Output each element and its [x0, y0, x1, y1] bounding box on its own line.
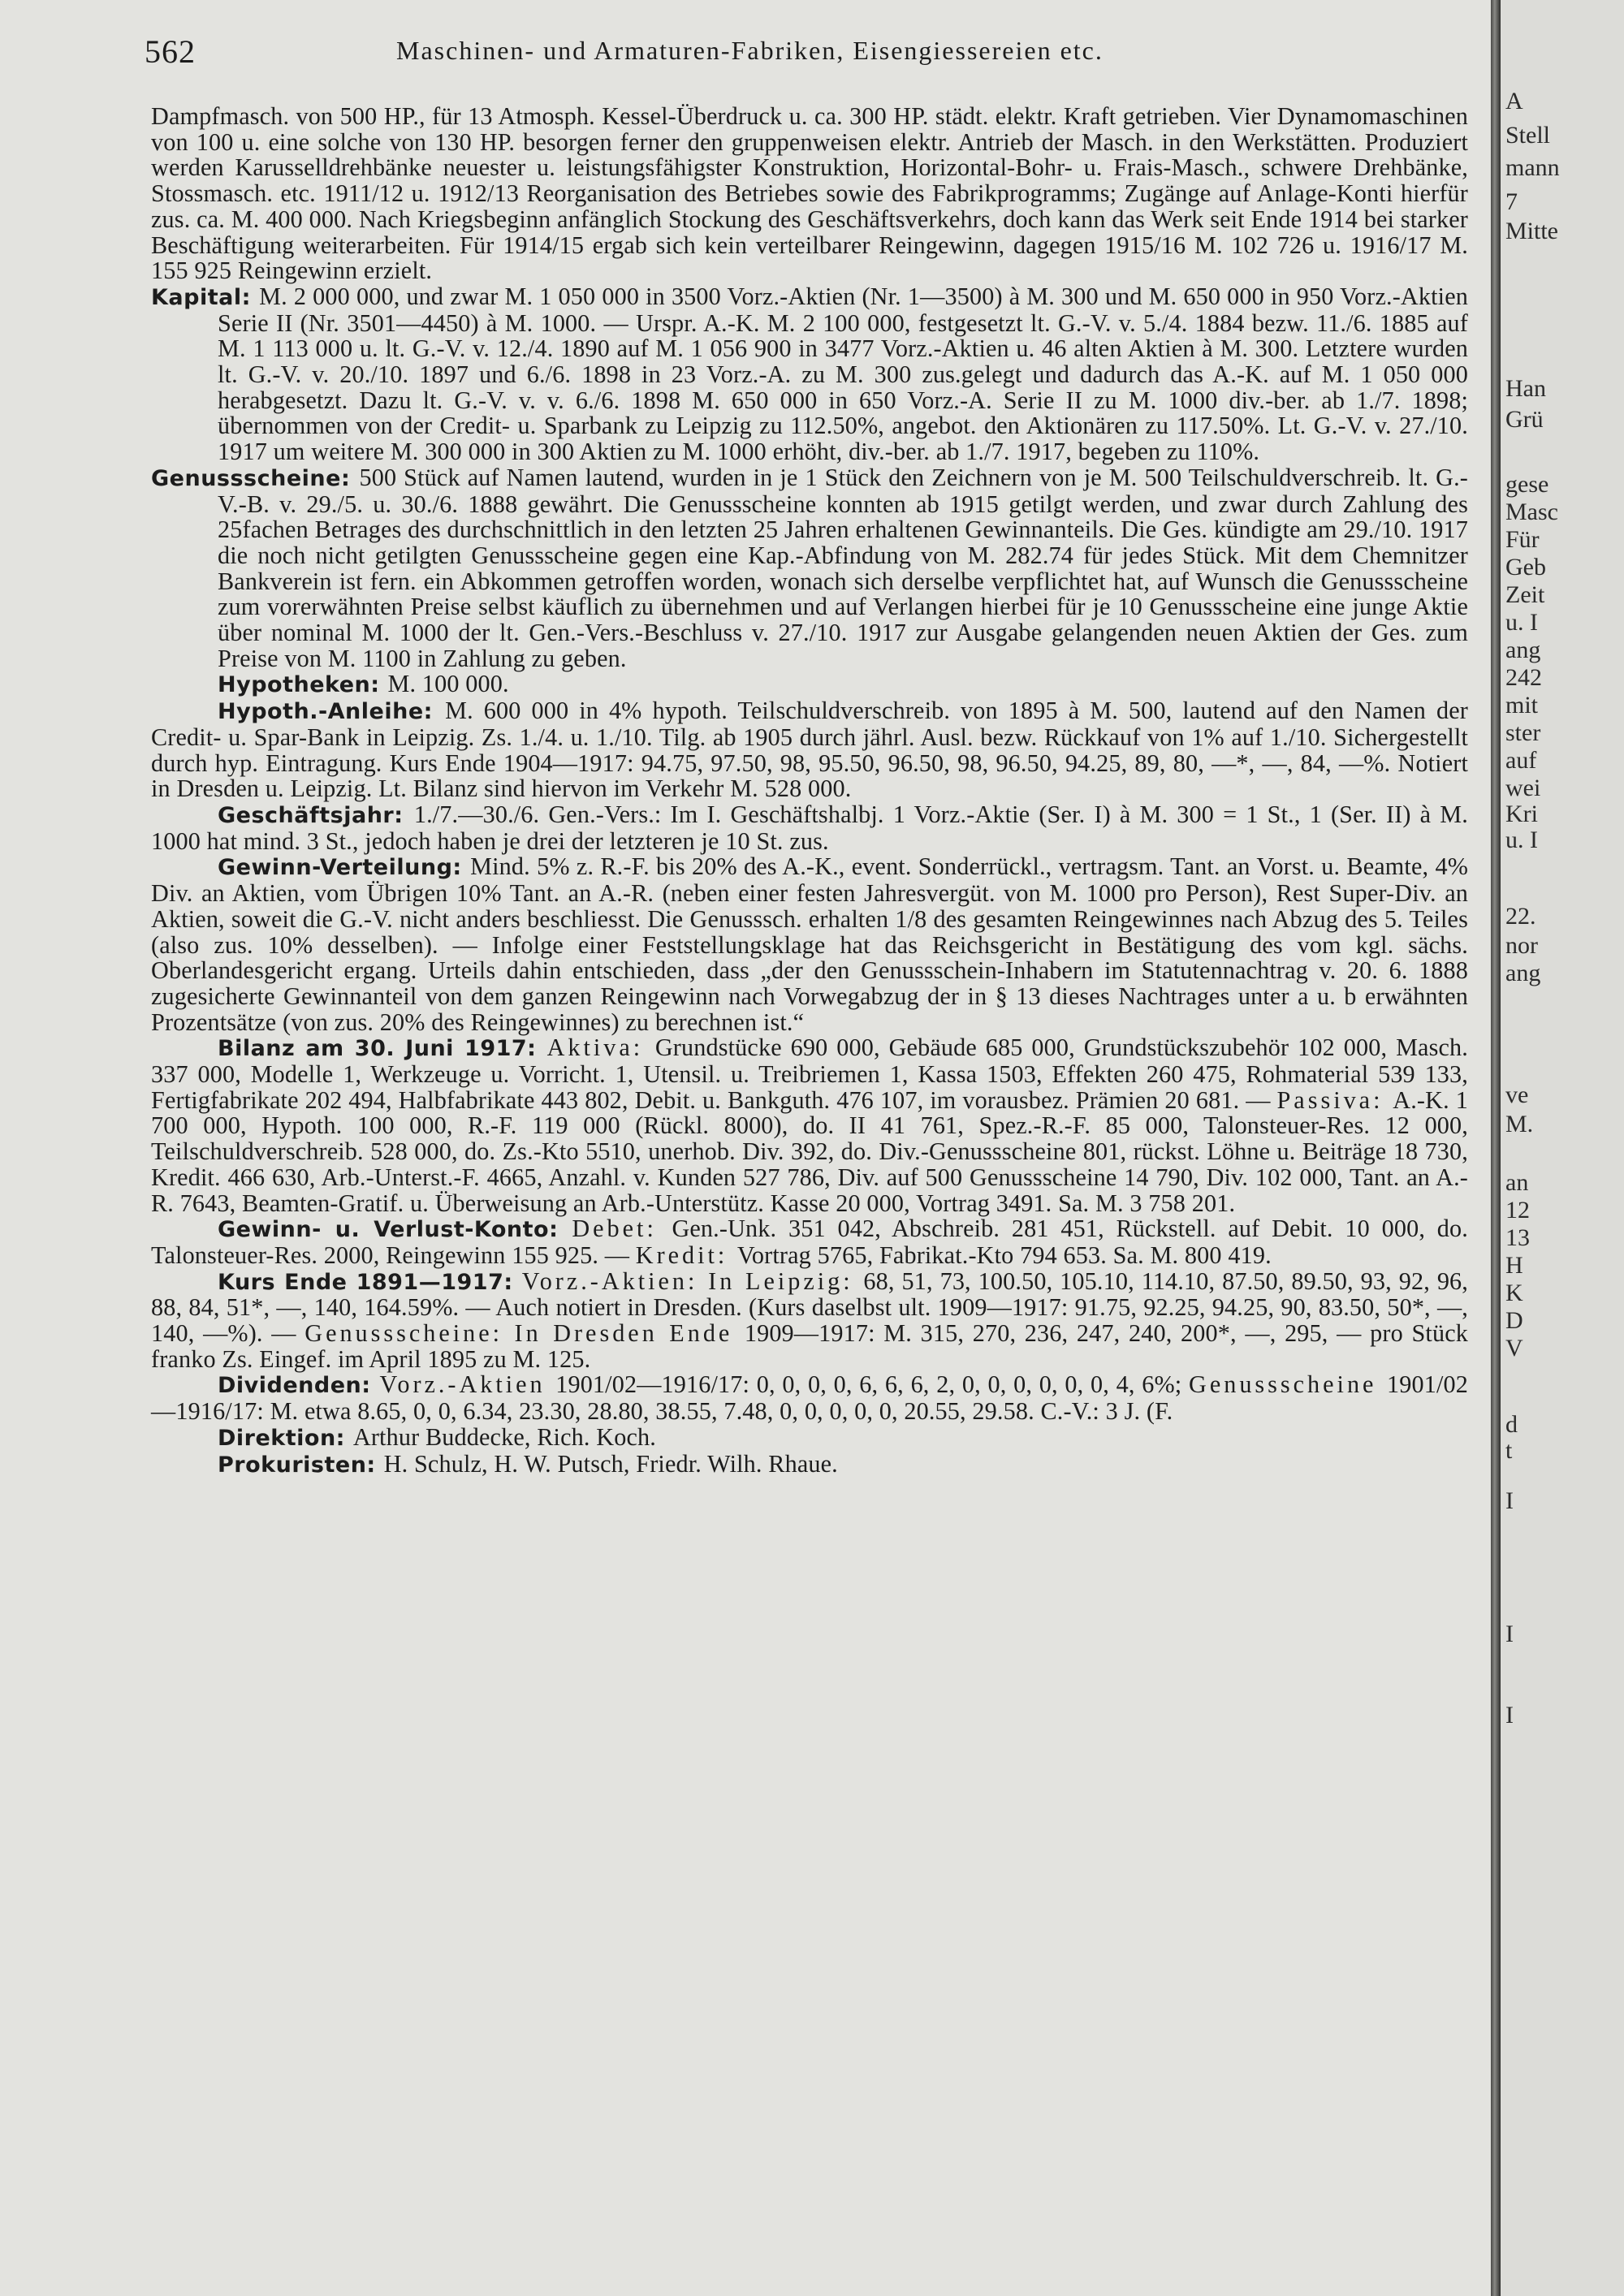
paragraph-text: Vortrag 5765, Fabrikat.-Kto 794 653. Sa. M. 800 419.: [736, 1241, 1272, 1269]
adjacent-page-fragment: Kri: [1505, 801, 1538, 827]
adjacent-page-fragment: 13: [1505, 1224, 1530, 1251]
section-keyword: Dividenden:: [218, 1373, 380, 1399]
paragraph: [151, 1269, 1468, 1373]
section-keyword: Geschäftsjahr:: [218, 802, 414, 828]
paragraph: [151, 465, 1468, 672]
paragraph-text: 1901/02—1916/17: M. etwa 8.65, 0, 0, 6.34, 23.30, 28.80, 38.55, 7.48, 0, 0, 0, 0, 0, 20.55, 29.58. C.-V.: 3 J. (F.: [151, 1370, 1468, 1426]
paragraph-text: Dampfmasch. von 500 HP., für 13 Atmosph. Kessel-Überdruck u. ca. 300 HP. städt. elektr. Kraft getrieben. Vier Dynamomaschinen von 100 u. eine solche von 130 HP. besorgen ferner den gruppenweisen elektr. Antrieb der Masch. in den Werkstätten. Produziert werden Karusselldrehbänke neuester u. leistungsfähigster Konstruktion, Horizontal-Bohr- u. Frais-Masch., schwere Drehbänke, Stossmasch. etc. 1911/12 u. 1912/13 Reorganisation des Betriebes sowie des Fabrikprogramms; Zugänge auf Anlage-Konti hierfür zus. ca. M. 400 000. Nach Kriegsbeginn anfänglich Stockung des Geschäftsverkehrs, doch kann das Werk seit Ende 1914 bei starker Beschäftigung weiterarbeiten. Für 1914/15 ergab sich kein verteilbarer Reingewinn, dagegen 1915/16 M. 102 726 u. 1916/17 M. 155 925 Reingewinn erzielt.: [151, 102, 1468, 285]
adjacent-page-fragment: A: [1505, 88, 1523, 114]
section-keyword: Prokuristen:: [218, 1452, 384, 1478]
document-body: [151, 104, 1468, 1478]
adjacent-page-fragment: I: [1505, 1621, 1514, 1647]
page-number: 562: [145, 33, 196, 70]
paragraph: [151, 802, 1468, 854]
section-keyword: Bilanz am 30. Juni 1917:: [218, 1036, 547, 1062]
paragraph: [151, 698, 1468, 802]
paragraph: [151, 671, 1468, 698]
paragraph: [151, 1216, 1468, 1268]
adjacent-page-fragment: mann: [1505, 154, 1560, 181]
adjacent-page-fragment: mit: [1505, 692, 1539, 719]
section-keyword: Gewinn-Verteilung:: [218, 855, 471, 881]
adjacent-page-fragment: Mitte: [1505, 218, 1558, 244]
adjacent-page-fragment: t: [1505, 1437, 1513, 1464]
adjacent-page-fragment: I: [1505, 1487, 1514, 1514]
adjacent-page-fragment: ang: [1505, 637, 1541, 663]
adjacent-page-fragment: Zeit: [1505, 581, 1545, 608]
paragraph-text: A.-K. 1 700 000, Hypoth. 100 000, R.-F. 119 000 (Rückl. 8000), do. II 41 761, Spez.-R.-F. 85 000, Talonsteuer-Res. 12 000, Teilschuldverschreib. 528 000, do. Zs.-Kto 5510, unerhob. Div. 392, do. Div.-Genussscheine 801, rückst. Löhne u. Beiträge 18 730, Kredit. 466 630, Arb.-Unterst.-F. 4665, Anzahl. v. Kunden 527 786, Div. auf 500 Genussscheine 14 790, Div. 102 000, Tant. an A.-R. 7643, Beamten-Gratif. u. Überweisung an Arb.-Unterstütz. Kasse 20 000, Vortrag 3491. Sa. M. 3 758 201.: [151, 1085, 1468, 1217]
paragraph: [151, 1035, 1468, 1216]
adjacent-page-fragment: Grü: [1505, 406, 1544, 433]
spaced-label: Genussscheine: [1189, 1370, 1387, 1399]
running-title: Maschinen- und Armaturen-Fabriken, Eisengiessereien etc.: [396, 36, 1104, 65]
adjacent-page-fragment: gese: [1505, 471, 1549, 498]
paragraph-text: 1./7.—30./6. Gen.-Vers.: Im I. Geschäftshalbj. 1 Vorz.-Aktie (Ser. I) à M. 300 = 1 St., 1 (Ser. II) à M. 1000 hat mind. 3 St., jedoch haben je drei der letzteren je 10 St. zus.: [151, 800, 1468, 855]
adjacent-page-fragment: I: [1505, 1702, 1514, 1728]
section-keyword: Direktion:: [218, 1425, 353, 1451]
adjacent-page-fragment: D: [1505, 1307, 1523, 1334]
spaced-label: Passiva:: [1276, 1085, 1393, 1114]
adjacent-page-fragment: V: [1505, 1335, 1523, 1362]
section-keyword: Genussscheine:: [151, 465, 360, 491]
adjacent-page-edge: [1501, 0, 1624, 2296]
adjacent-page-fragment: an: [1505, 1169, 1529, 1196]
spaced-label: Aktiva:: [546, 1034, 655, 1062]
book-gutter: [1491, 0, 1501, 2296]
paragraph: [151, 1422, 1468, 1452]
paragraph-text: Gen.-Unk. 351 042, Abschreib. 281 451, Rückstell. auf Debit. 10 000, do. Talonsteuer-Res. 2000, Reingewinn 155 925. —: [151, 1215, 1468, 1269]
paragraph-text: H. Schulz, H. W. Putsch, Friedr. Wilh. Rhaue.: [383, 1449, 838, 1478]
adjacent-page-fragment: nor: [1505, 932, 1538, 959]
adjacent-page-fragment: H: [1505, 1252, 1523, 1279]
adjacent-page-fragment: Masc: [1505, 498, 1558, 525]
adjacent-page-fragment: Für: [1505, 526, 1540, 553]
spaced-label: Genussscheine: In Dresden Ende: [304, 1319, 745, 1348]
adjacent-page-fragment: d: [1505, 1411, 1518, 1438]
page-header: [145, 32, 1476, 81]
paragraph-text: 68, 51, 73, 100.50, 105.10, 114.10, 87.50, 89.50, 93, 92, 96, 88, 84, 51*, —, 140, 164.59%. — Auch notiert in Dresden. (Kurs daselbst ult. 1909—1917: 91.75, 92.25, 94.25, 90, 83.50, 50*, —, 140, —%). —: [151, 1267, 1468, 1348]
adjacent-page-fragment: K: [1505, 1280, 1523, 1306]
adjacent-page-fragment: u. I: [1505, 826, 1538, 853]
section-keyword: Hypoth.-Anleihe:: [218, 699, 446, 725]
paragraph-text: 1901/02—1916/17: 0, 0, 0, 0, 6, 6, 6, 2, 0, 0, 0, 0, 0, 0, 4, 6%;: [555, 1370, 1190, 1399]
paragraph: [151, 284, 1468, 465]
adjacent-page-fragment: ster: [1505, 719, 1541, 746]
adjacent-page-fragment: ve: [1505, 1081, 1529, 1108]
spaced-label: Debet:: [572, 1215, 672, 1243]
paragraph: [151, 1449, 1468, 1478]
section-keyword: Gewinn- u. Verlust-Konto:: [218, 1217, 572, 1243]
paragraph-text: M. 2 000 000, und zwar M. 1 050 000 in 3500 Vorz.-Aktien (Nr. 1—3500) à M. 300 und M. 650 000 in 950 Vorz.-Aktien Serie II (Nr. 3501—4450) à M. 1000. — Urspr. A.-K. M. 2 100 000, festgesetzt lt. G.-V. v. 5./4. 1884 bezw. 11./6. 1885 auf M. 1 113 000 u. lt. G.-V. v. 12./4. 1890 auf M. 1 056 900 in 3477 Vorz.-Aktien u. 46 alten Aktien à M. 300. Letztere wurden lt. G.-V. v. 20./10. 1897 und 6./6. 1898 in 23 Vorz.-A. zu M. 300 zus.gelegt und dadurch das A.-K. auf M. 1 050 000 herabgesetzt. Dazu lt. G.-V. v. v. 6./6. 1898 M. 650 000 in 650 Vorz.-A. Serie II zu M. 1000 div.-ber. ab 1./7. 1898; übernommen von der Credit- u. Sparbank zu Leipzig zu 112.50%, angebot. den Aktionären zu 117.50%. Lt. G.-V. v. 27./10. 1917 um weitere M. 300 000 in 300 Aktien zu M. 1000 erhöht, div.-ber. ab 1./7. 1917, begeben zu 110%.: [218, 282, 1468, 466]
section-keyword: Kurs Ende 1891—1917:: [218, 1269, 522, 1295]
paragraph-text: 1909—1917: M. 315, 270, 236, 247, 240, 200*, —, 295, — pro Stück franko Zs. Eingef. im April 1895 zu M. 125.: [151, 1319, 1468, 1373]
adjacent-page-fragment: M.: [1505, 1111, 1534, 1137]
paragraph-text: Arthur Buddecke, Rich. Koch.: [352, 1422, 656, 1451]
spaced-label: Vorz.-Aktien: [379, 1370, 556, 1399]
adjacent-page-fragment: Geb: [1505, 554, 1546, 580]
paragraph-text: Mind. 5% z. R.-F. bis 20% des A.-K., event. Sonderrückl., vertragsm. Tant. an Vorst. u. Beamte, 4% Div. an Aktien, vom Übrigen 10% Tant. an A.-R. (neben einer festen Jahresvergüt. von M. 1000 pro Person), Rest Super-Div. an Aktien, soweit die G.-V. nicht anders beschliesst. Die Genusssch. erhalten 1/8 des gesamten Reingewinnes nach Abzug des 5. Teiles (also zus. 10% desselben). — Infolge einer Feststellungsklage hat das Reichsgericht in Bestätigung des vom kgl. sächs. Oberlandesgericht ergang. Urteils dahin entschieden, dass „der den Genussschein-Inhabern im Statutennachtrag v. 20. 6. 1888 zugesicherte Gewinnanteil von dem ganzen Reingewinn nach Vorwegabzug der in § 13 dieses Nachtrages unter a u. b erwähnten Prozentsätze (von zus. 20% des Reingewinnes) zu berechnen ist.“: [151, 852, 1468, 1036]
section-keyword: Hypotheken:: [218, 672, 388, 698]
adjacent-page-fragment: 22.: [1505, 903, 1536, 930]
adjacent-page-fragment: 12: [1505, 1197, 1530, 1224]
adjacent-page-fragment: wei: [1505, 775, 1541, 801]
adjacent-page-fragment: Stell: [1505, 122, 1551, 149]
adjacent-page-fragment: 242: [1505, 664, 1542, 691]
adjacent-page-fragment: u. I: [1505, 609, 1538, 636]
section-keyword: Kapital:: [151, 284, 260, 310]
paragraph-text: 500 Stück auf Namen lautend, wurden in je 1 Stück den Zeichnern von je M. 500 Teilschuldverschreib. lt. G.-V.-B. v. 29./5. u. 30./6. 1888 gewährt. Die Genussscheine konnten ab 1915 getilgt werden, und zwar durch Zahlung des 25fachen Betrages des durchschnittlich in den letzten 25 Jahren erhaltenen Gewinnanteils. Die Ges. kündigte am 29./10. 1917 die noch nicht getilgten Genussscheine gegen eine Kap.-Abfindung von M. 282.74 für jedes Stück. Mit dem Chemnitzer Bankverein ist fern. ein Abkommen getroffen worden, wonach sich derselbe verpflichtet hat, auf Wunsch die Genussscheine zum vorerwähnten Preise selbst käuflich zu übernehmen und auf Verlangen hierbei für je 10 Genussscheine eine junge Aktie über nominal M. 1000 der lt. Gen.-Vers.-Beschluss v. 27./10. 1917 zur Ausgabe gelangenden neuen Aktien der Ges. zum Preise von M. 1100 in Zahlung zu geben.: [218, 463, 1468, 672]
paragraph-text: M. 100 000.: [387, 670, 509, 698]
spaced-label: Vorz.-Aktien: In Leipzig:: [521, 1267, 864, 1295]
adjacent-page-fragment: Han: [1505, 375, 1546, 402]
paragraph-text: Grundstücke 690 000, Gebäude 685 000, Grundstückszubehör 102 000, Masch. 337 000, Modelle 1, Werkzeuge u. Vorricht. 1, Utensil. u. Treibriemen 1, Kassa 1503, Effekten 260 475, Rohmaterial 539 133, Fertigfabrikate 202 494, Halbfabrikate 443 802, Debit. u. Bankguth. 476 107, im vorausbez. Prämien 20 681. —: [151, 1034, 1468, 1114]
paragraph-text: M. 600 000 in 4% hypoth. Teilschuldverschreib. von 1895 à M. 500, lautend auf den Namen der Credit- u. Spar-Bank in Leipzig. Zs. 1./4. u. 1./10. Tilg. ab 1905 durch jährl. Ausl. bezw. Rückkauf von 1% auf 1./10. Sichergestellt durch hyp. Eintragung. Kurs Ende 1904—1917: 94.75, 97.50, 98, 95.50, 96.50, 98, 96.50, 94.25, 89, 80, —*, —, 84, —%. Notiert in Dresden u. Leipzig. Lt. Bilanz sind hiervon im Verkehr M. 528 000.: [151, 697, 1469, 803]
adjacent-page-fragment: ang: [1505, 960, 1541, 986]
adjacent-page-fragment: auf: [1505, 747, 1537, 774]
paragraph: [151, 854, 1468, 1035]
paragraph: [151, 1372, 1468, 1424]
paragraph: [151, 104, 1468, 284]
spaced-label: Kredit:: [635, 1241, 737, 1269]
adjacent-page-fragment: 7: [1505, 188, 1518, 215]
